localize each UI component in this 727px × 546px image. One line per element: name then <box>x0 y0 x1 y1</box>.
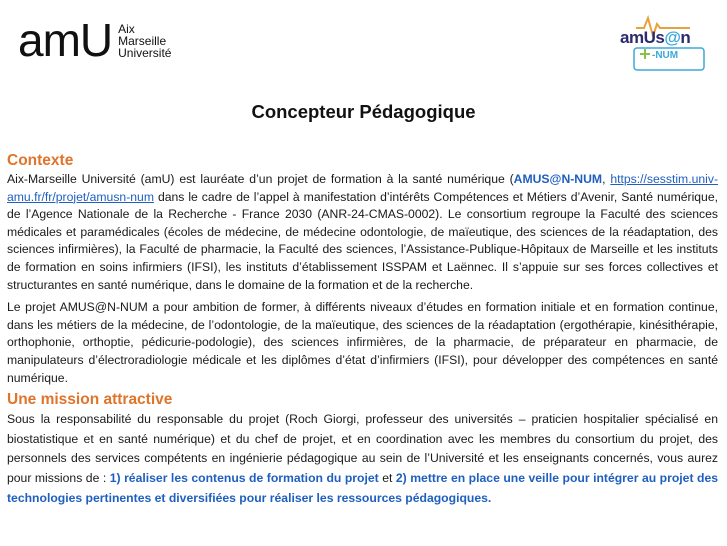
contexte-text: , <box>602 172 606 186</box>
mission-highlight-1: 1) réaliser les contenus de formation du projet <box>109 470 379 485</box>
amusan-logo-num: -NUM <box>652 50 679 61</box>
section-heading-mission: Une mission attractive <box>7 391 173 409</box>
page-title: Concepteur Pédagogique <box>251 101 476 122</box>
amusan-logo-brand <box>620 28 690 48</box>
contexte-paragraph-2: Le projet AMUS@N-NUM a pour ambition de former, à différents niveaux d’études en formation initiale et en formation continue, dans les métiers de la médecine, de l’odontologie, de la maïeutique, des sciences de la réadaptation (ergothérapie, kinésithérapie, orthophonie, orthoptie, pédicurie-podologie), des sciences infirmières, de la pharmacie, de préparateur en pharmacie, de manipulateurs d’électroradiologie médicale et les diplômes d’état d’infirmiers (IFSI), pour développer des compétences en santé numérique. <box>7 300 718 385</box>
section-heading-contexte: Contexte <box>7 152 74 169</box>
amu-logo-line: Aix <box>118 22 135 36</box>
amu-logo-mark: amU <box>18 14 113 66</box>
amusan-num-logo <box>620 14 712 74</box>
mission-text: Sous la responsabilité du responsable du projet (Roch Giorgi, professeur des universités – praticien hospitalier spécialisé en biostatistique et en santé numérique) et du chef de projet, et en coordination avec les membres du consortium du projet, des personnels des services compétents en ingénierie pédagogique au sein de l’Université et les enseignants concernés, vous aurez pour missions de : <box>7 412 718 485</box>
mission-section <box>7 390 718 508</box>
amusan-logo-n: n <box>680 28 691 47</box>
project-name-highlight: AMUS@N-NUM <box>513 172 603 186</box>
amu-logo-text <box>118 23 171 59</box>
mission-highlight-2: 2) mettre en place une veille pour intégrer au projet des technologies pertinentes et diversifiées pour réaliser les ressources pédagogiques. <box>7 470 719 505</box>
mission-paragraph <box>7 410 718 508</box>
amu-logo-line: Marseille <box>118 34 167 48</box>
amu-logo <box>18 14 172 66</box>
amu-logo-line: Université <box>118 46 172 60</box>
project-link[interactable]: https://sesstim.univ-amu.fr/fr/projet/amusn-num <box>7 172 719 204</box>
document-body <box>7 151 718 508</box>
contexte-text: dans le cadre de l’appel à manifestation d’intérêts Compétences et Métiers d’Avenir, Santé numérique, de l’Agence Nationale de la Recherche - France 2030 (ANR-24-CMAS-0002). Le consortium regroupe la Faculté des sciences médicales et paramédicales (écoles de médecine, de médecine odontologie, de maïeutique, des sciences de la réadaptation, des sciences infirmières), la Faculté de pharmacie, la Faculté des sciences, l’Assistance-Publique-Hôpitaux de Marseille et les instituts de formation en soins infirmiers (IFSI), les instituts d’établissement ISSPAM et Laënnec. Il s’appuie sur ses forces collectives et structurantes en santé numérique, dans le domaine de la formation et de la recherche. <box>7 189 718 292</box>
contexte-paragraph-1 <box>7 171 718 294</box>
amusan-logo-at: @ <box>664 28 681 47</box>
mission-text: et <box>378 470 396 485</box>
amusan-logo-brand-text: amUs <box>620 28 665 47</box>
contexte-text: Aix-Marseille Université (amU) est lauréate d’un projet de formation à la santé numérique ( <box>7 172 514 186</box>
